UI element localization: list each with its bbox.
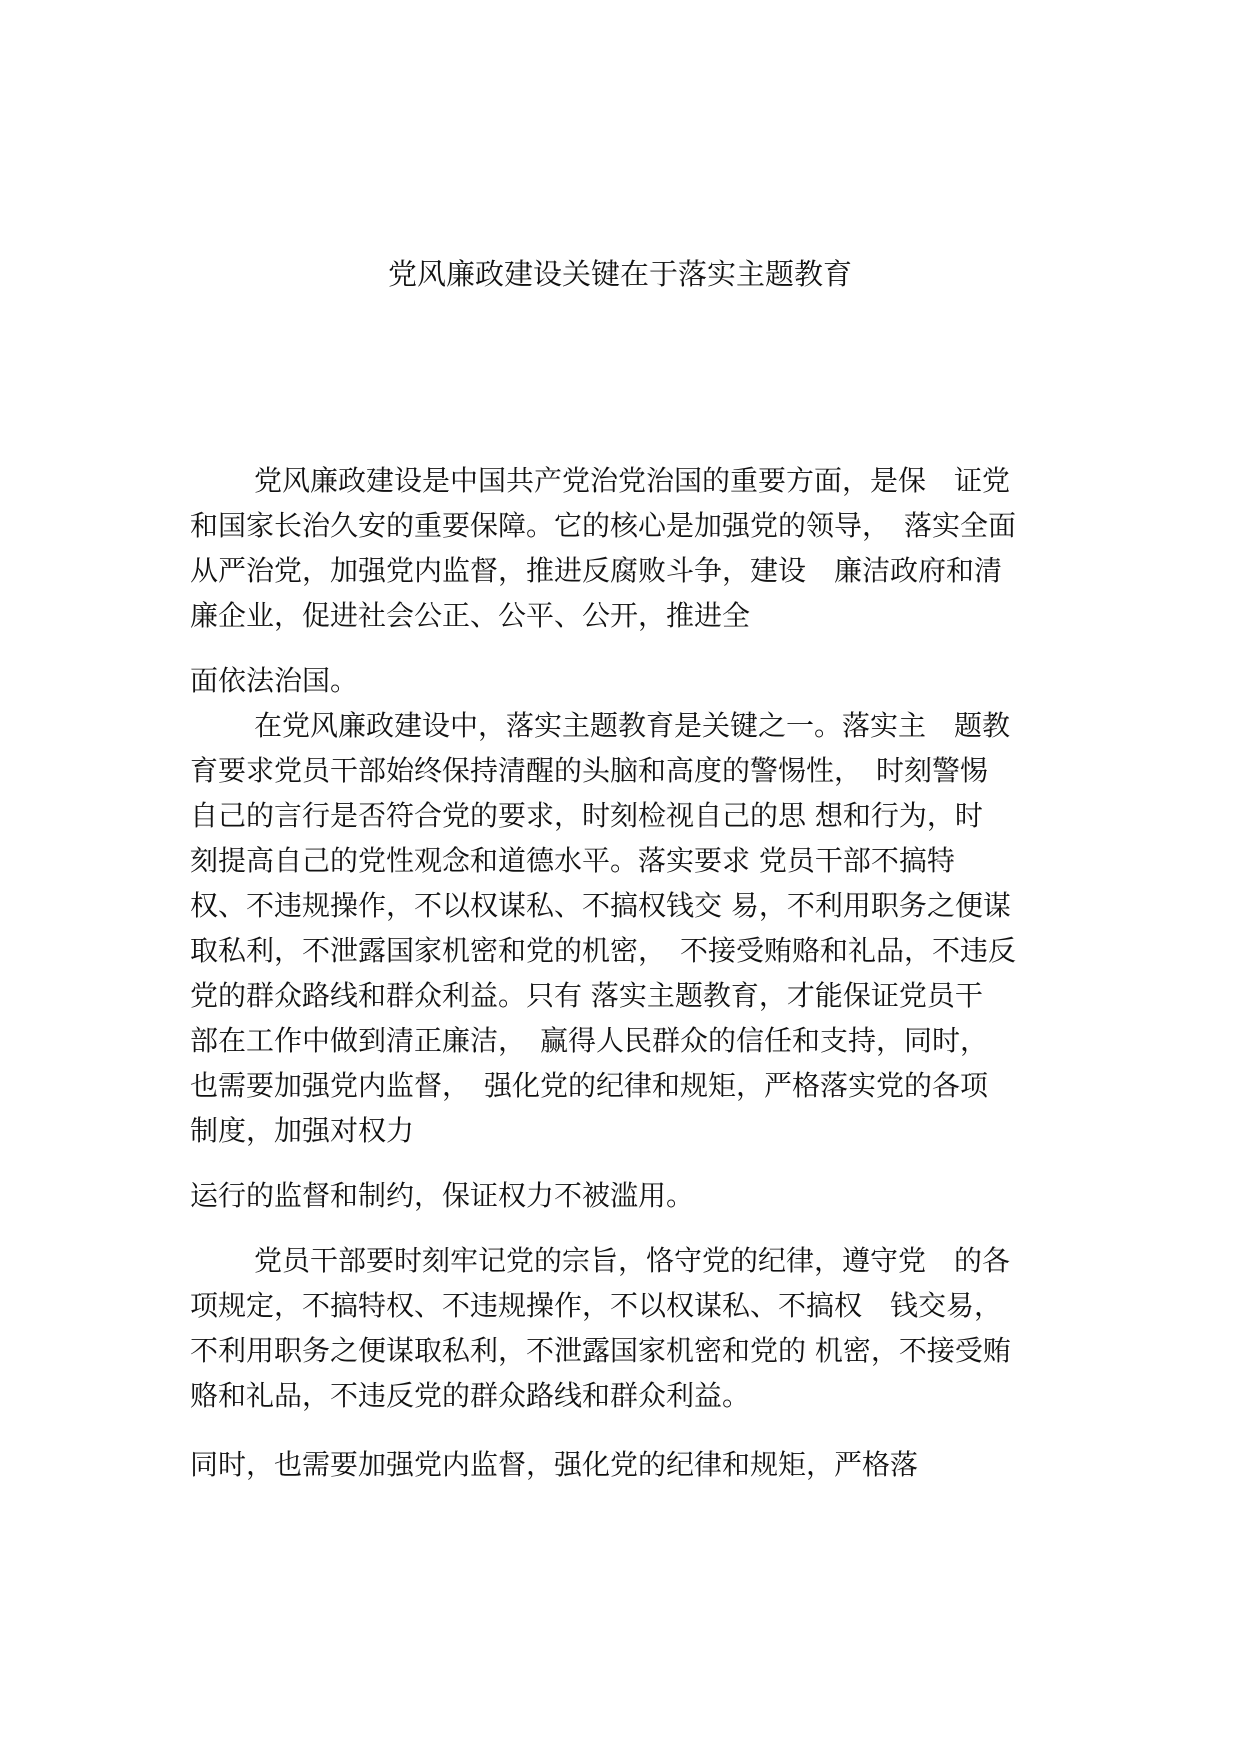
text-line: 也需要加强党内监督， 强化党的纪律和规矩，严格落实党的各项 [190,1069,989,1102]
text-line: 制度，加强对权力 [190,1114,415,1147]
text-line: 刻提高自己的党性观念和道德水平。落实要求 党员干部不搞特 [190,844,955,877]
text-line: 运行的监督和制约，保证权力不被滥用。 [190,1179,695,1212]
paragraph [190,703,1070,1153]
paragraph [190,658,1070,703]
text-line: 部在工作中做到清正廉洁， 赢得人民群众的信任和支持，同时， [190,1024,989,1057]
text-line: 赂和礼品，不违反党的群众路线和群众利益。 [190,1379,751,1412]
text-line: 廉企业，促进社会公正、公平、公开，推进全 [190,599,751,632]
text-line: 不利用职务之便谋取私利，不泄露国家机密和党的 机密，不接受贿 [190,1334,1011,1367]
paragraph [190,1442,1070,1487]
text-line: 和国家长治久安的重要保障。它的核心是加强党的领导， 落实全面 [190,509,1017,542]
paragraph [190,1173,1070,1218]
paragraph [190,1238,1070,1418]
text-line: 党风廉政建设是中国共产党治党治国的重要方面，是保 证党 [254,464,1011,497]
text-line: 党的群众路线和群众利益。只有 落实主题教育，才能保证党员干 [190,979,983,1012]
text-line: 面依法治国。 [190,664,359,697]
text-line: 同时，也需要加强党内监督，强化党的纪律和规矩，严格落 [190,1448,919,1481]
text-line: 从严治党，加强党内监督，推进反腐败斗争，建设 廉洁政府和清 [190,554,1003,587]
paragraph [190,458,1070,638]
text-line: 取私利，不泄露国家机密和党的机密， 不接受贿赂和礼品，不违反 [190,934,1017,967]
text-line: 育要求党员干部始终保持清醒的头脑和高度的警惕性， 时刻警惕 [190,754,989,787]
document-body [190,458,1070,1487]
text-line: 党员干部要时刻牢记党的宗旨，恪守党的纪律，遵守党 的各 [254,1244,1011,1277]
text-line: 在党风廉政建设中，落实主题教育是关键之一。落实主 题教 [254,709,1011,742]
text-line: 自己的言行是否符合党的要求，时刻检视自己的思 想和行为，时 [190,799,983,832]
text-line: 项规定，不搞特权、不违规操作，不以权谋私、不搞权 钱交易， [190,1289,1003,1322]
text-line: 权、不违规操作，不以权谋私、不搞权钱交 易，不利用职务之便谋 [190,889,1011,922]
document-title: 党风廉政建设关键在于落实主题教育 [387,257,852,291]
